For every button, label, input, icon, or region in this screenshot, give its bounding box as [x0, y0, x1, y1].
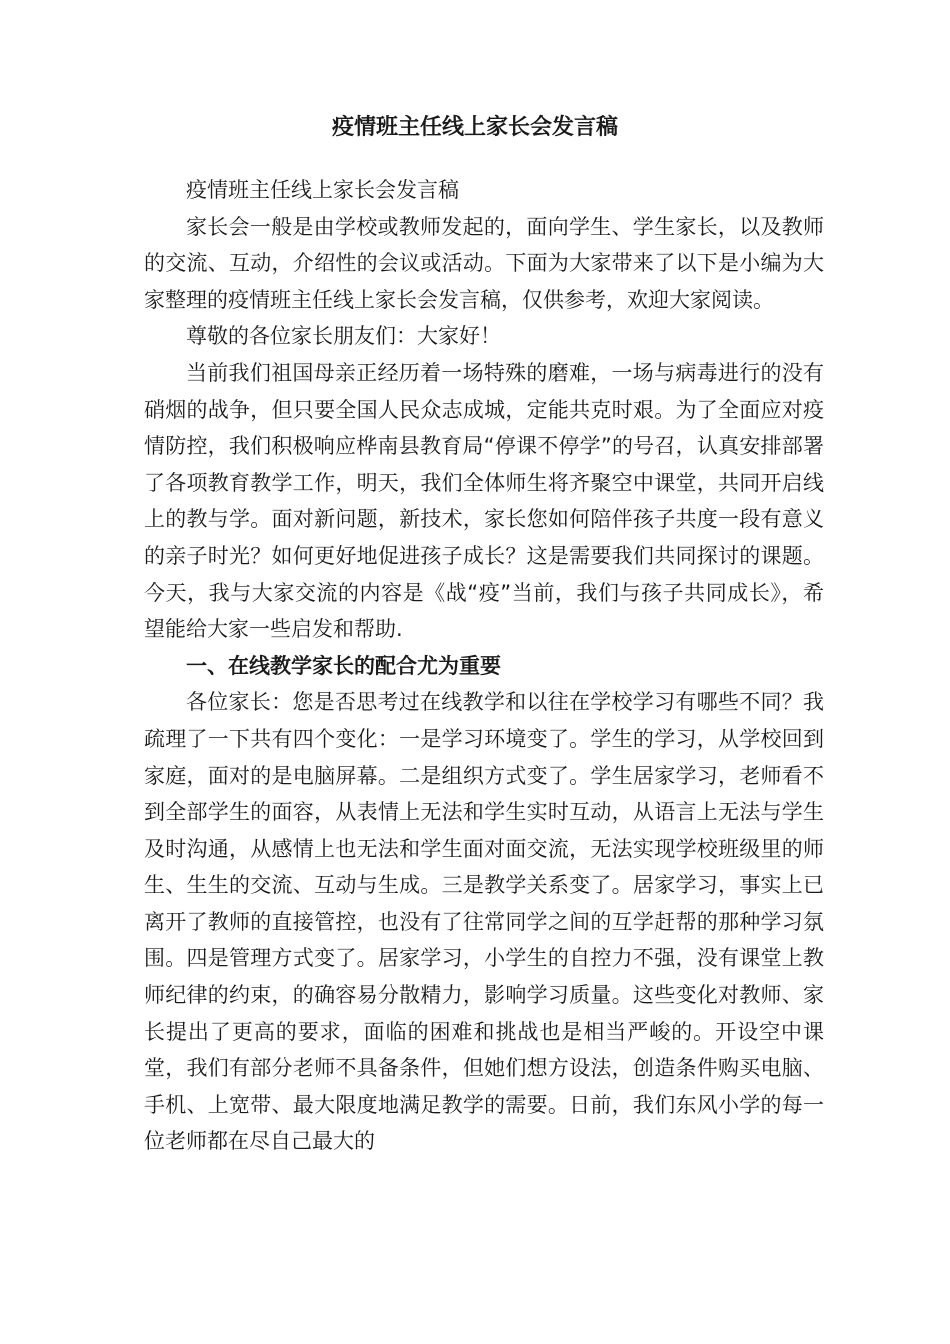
document-title: 疫情班主任线上家长会发言稿 — [331, 115, 618, 140]
paragraph: 尊敬的各位家长朋友们：大家好！ — [186, 324, 501, 349]
paragraph: 当前我们祖国母亲正经历着一场特殊的磨难，一场与病毒进行的没有硝烟的战争，但只要全国人民众志成城，定能共克时艰。为了全面应对疫情防控，我们积极响应桦南县教育局“停课不停学”的号召，认真安排部署了各项教育教学工作，明天，我们全体师生将齐聚空中课堂，共同开启线上的教与学。面对新问题，新技术，家长您如何陪伴孩子共度一段有意义的亲子时光？如何更好地促进孩子成长？这是需要我们共同探讨的课题。今天，我与大家交流的内容是《战“疫”当前，我们与孩子共同成长》，希望能给大家一些启发和帮助. — [144, 360, 824, 642]
document-body — [144, 172, 824, 1160]
paragraph: 家长会一般是由学校或教师发起的，面向学生、学生家长，以及教师的交流、互动，介绍性的会议或活动。下面为大家带来了以下是小编为大家整理的疫情班主任线上家长会发言稿，仅供参考，欢迎大家阅读。 — [144, 214, 824, 312]
paragraph: 疫情班主任线上家长会发言稿 — [186, 178, 459, 202]
section-heading: 一、在线教学家长的配合尤为重要 — [186, 653, 501, 678]
paragraph: 各位家长：您是否思考过在线教学和以往在学校学习有哪些不同？我疏理了一下共有四个变化：一是学习环境变了。学生的学习，从学校回到家庭，面对的是电脑屏幕。二是组织方式变了。学生居家学习，老师看不到全部学生的面容，从表情上无法和学生实时互动，从语言上无法与学生及时沟通，从感情上也无法和学生面对面交流，无法实现学校班级里的师生、生生的交流、互动与生成。三是教学关系变了。居家学习，事实上已离开了教师的直接管控，也没有了往常同学之间的互学赶帮的那种学习氛围。四是管理方式变了。居家学习，小学生的自控力不强，没有课堂上教师纪律的约束，的确容易分散精力，影响学习质量。这些变化对教师、家长提出了更高的要求，面临的困难和挑战也是相当严峻的。开设空中课堂，我们有部分老师不具备条件，但她们想方设法，创造条件购买电脑、手机、上宽带、最大限度地满足教学的需要。日前，我们东风小学的每一位老师都在尽自己最大的 — [144, 690, 824, 1154]
